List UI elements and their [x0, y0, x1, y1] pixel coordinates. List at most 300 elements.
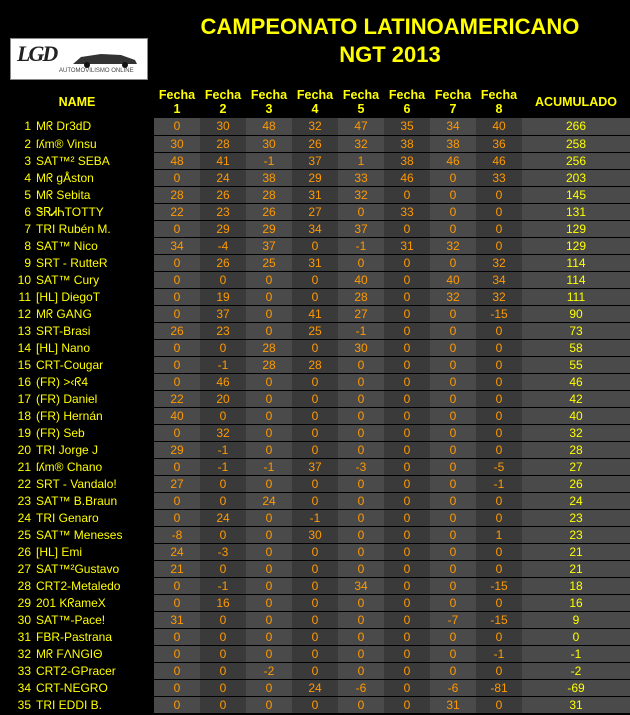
page-subtitle: NGT 2013: [339, 42, 441, 67]
row-score-cell: 0: [292, 407, 338, 424]
row-accumulated: 23: [522, 509, 630, 526]
row-score-cell: 0: [476, 339, 522, 356]
table-row: [0, 577, 630, 594]
table-row: [0, 373, 630, 390]
row-score-cell: 0: [292, 441, 338, 458]
row-score-cell: -15: [476, 577, 522, 594]
column-header-fecha: Fecha 4: [292, 86, 338, 118]
row-score-cell: 27: [338, 305, 384, 322]
row-driver-name: (FR) Seb: [34, 424, 154, 441]
row-score-cell: 0: [292, 645, 338, 662]
table-row: [0, 611, 630, 628]
row-score-cell: 0: [430, 594, 476, 611]
row-score-cell: 1: [338, 152, 384, 169]
row-score-cell: 0: [384, 390, 430, 407]
row-score-cell: 0: [154, 509, 200, 526]
row-score-cell: 0: [200, 339, 246, 356]
row-score-cell: 32: [476, 288, 522, 305]
row-score-cell: -1: [200, 458, 246, 475]
row-score-cell: 0: [338, 594, 384, 611]
column-header-fecha: Fecha 8: [476, 86, 522, 118]
row-score-cell: 0: [430, 543, 476, 560]
row-score-cell: 0: [476, 696, 522, 713]
row-score-cell: 0: [430, 424, 476, 441]
row-score-cell: 1: [476, 526, 522, 543]
row-score-cell: 0: [430, 169, 476, 186]
row-score-cell: 30: [154, 135, 200, 152]
row-score-cell: 0: [154, 594, 200, 611]
row-score-cell: 0: [476, 237, 522, 254]
table-row: [0, 271, 630, 288]
row-score-cell: 0: [384, 322, 430, 339]
row-score-cell: 0: [338, 492, 384, 509]
row-score-cell: 0: [246, 594, 292, 611]
row-accumulated: 16: [522, 594, 630, 611]
row-driver-name: SAT™² SEBA: [34, 152, 154, 169]
row-driver-name: Mᖇ GANG: [34, 305, 154, 322]
row-score-cell: 0: [384, 611, 430, 628]
row-score-cell: -4: [200, 237, 246, 254]
row-score-cell: 0: [430, 577, 476, 594]
row-score-cell: 0: [384, 475, 430, 492]
row-score-cell: 0: [430, 560, 476, 577]
row-accumulated: 27: [522, 458, 630, 475]
row-driver-name: ſʎm® Chano: [34, 458, 154, 475]
row-score-cell: -1: [338, 237, 384, 254]
row-score-cell: 0: [384, 577, 430, 594]
row-score-cell: 38: [384, 152, 430, 169]
row-score-cell: 23: [200, 322, 246, 339]
row-accumulated: 42: [522, 390, 630, 407]
row-accumulated: 9: [522, 611, 630, 628]
row-score-cell: 35: [384, 118, 430, 135]
row-score-cell: 31: [430, 696, 476, 713]
row-accumulated: 145: [522, 186, 630, 203]
header-row: [0, 86, 630, 118]
row-score-cell: 34: [430, 118, 476, 135]
row-accumulated: 21: [522, 543, 630, 560]
row-score-cell: 0: [246, 526, 292, 543]
row-rank: 22: [0, 475, 34, 492]
row-score-cell: 0: [200, 679, 246, 696]
row-driver-name: ſʎm® Vinsu: [34, 135, 154, 152]
row-score-cell: -6: [430, 679, 476, 696]
row-score-cell: 40: [476, 118, 522, 135]
table-row: [0, 186, 630, 203]
row-score-cell: -1: [200, 356, 246, 373]
row-score-cell: 31: [292, 186, 338, 203]
row-score-cell: 0: [476, 322, 522, 339]
table-row: [0, 441, 630, 458]
row-accumulated: 0: [522, 628, 630, 645]
row-accumulated: 266: [522, 118, 630, 135]
row-score-cell: 0: [384, 543, 430, 560]
table-row: [0, 288, 630, 305]
row-score-cell: 0: [338, 475, 384, 492]
row-score-cell: 0: [476, 186, 522, 203]
row-score-cell: 0: [338, 645, 384, 662]
row-accumulated: 90: [522, 305, 630, 322]
row-driver-name: ᏕᏒᏗᏂTOTTY: [34, 203, 154, 220]
row-score-cell: 0: [292, 628, 338, 645]
row-score-cell: 0: [154, 356, 200, 373]
table-row: [0, 390, 630, 407]
row-score-cell: 37: [292, 458, 338, 475]
row-score-cell: 0: [338, 628, 384, 645]
column-header-fecha: Fecha 1: [154, 86, 200, 118]
logo-lettering: LGD: [17, 41, 57, 66]
row-score-cell: 0: [200, 492, 246, 509]
row-score-cell: -1: [200, 441, 246, 458]
row-score-cell: 0: [292, 339, 338, 356]
row-score-cell: 0: [338, 424, 384, 441]
row-driver-name: Mᖇ Dr3dD: [34, 118, 154, 135]
table-row: [0, 645, 630, 662]
row-rank: 2: [0, 135, 34, 152]
row-score-cell: 0: [154, 662, 200, 679]
row-accumulated: 258: [522, 135, 630, 152]
row-score-cell: 0: [430, 509, 476, 526]
row-accumulated: 55: [522, 356, 630, 373]
row-score-cell: 0: [246, 628, 292, 645]
row-driver-name: [HL] DiegoT: [34, 288, 154, 305]
row-score-cell: 0: [476, 407, 522, 424]
row-score-cell: 0: [384, 526, 430, 543]
row-score-cell: 0: [430, 458, 476, 475]
table-row: [0, 526, 630, 543]
row-score-cell: 23: [200, 203, 246, 220]
row-score-cell: 28: [292, 356, 338, 373]
row-score-cell: 0: [430, 373, 476, 390]
row-score-cell: 26: [154, 322, 200, 339]
row-score-cell: 41: [200, 152, 246, 169]
row-driver-name: SAT™ Cury: [34, 271, 154, 288]
row-score-cell: 30: [338, 339, 384, 356]
row-accumulated: 21: [522, 560, 630, 577]
row-score-cell: 0: [476, 594, 522, 611]
row-score-cell: 0: [476, 441, 522, 458]
row-score-cell: 0: [154, 628, 200, 645]
row-score-cell: -1: [338, 322, 384, 339]
row-score-cell: 21: [154, 560, 200, 577]
row-score-cell: 29: [154, 441, 200, 458]
row-driver-name: FBR-Pastrana: [34, 628, 154, 645]
row-rank: 13: [0, 322, 34, 339]
row-score-cell: 32: [430, 288, 476, 305]
row-score-cell: 22: [154, 390, 200, 407]
row-score-cell: 0: [384, 594, 430, 611]
row-driver-name: (FR) >‹ᖇ4: [34, 373, 154, 390]
row-score-cell: 0: [384, 271, 430, 288]
race-car-icon: [71, 49, 141, 69]
row-score-cell: 0: [154, 339, 200, 356]
row-score-cell: 46: [200, 373, 246, 390]
row-score-cell: 31: [292, 254, 338, 271]
row-score-cell: 0: [246, 390, 292, 407]
row-score-cell: 0: [246, 441, 292, 458]
row-driver-name: TRI Rubén M.: [34, 220, 154, 237]
row-score-cell: 33: [338, 169, 384, 186]
row-score-cell: 0: [200, 662, 246, 679]
row-rank: 17: [0, 390, 34, 407]
row-score-cell: 36: [476, 135, 522, 152]
table-row: [0, 305, 630, 322]
row-score-cell: 0: [430, 322, 476, 339]
table-row: [0, 322, 630, 339]
table-row: [0, 492, 630, 509]
row-score-cell: 0: [430, 390, 476, 407]
table-row: [0, 203, 630, 220]
row-score-cell: 0: [430, 526, 476, 543]
row-accumulated: 24: [522, 492, 630, 509]
row-score-cell: 0: [384, 441, 430, 458]
row-score-cell: 27: [292, 203, 338, 220]
row-score-cell: 29: [292, 169, 338, 186]
row-accumulated: 256: [522, 152, 630, 169]
row-score-cell: 0: [476, 509, 522, 526]
row-rank: 34: [0, 679, 34, 696]
table-row: [0, 475, 630, 492]
row-score-cell: 28: [246, 356, 292, 373]
row-score-cell: 0: [246, 543, 292, 560]
row-driver-name: CRT2-GPracer: [34, 662, 154, 679]
logo-subtitle: AUTOMOVILISMO ONLINE: [59, 68, 134, 74]
row-score-cell: -1: [292, 509, 338, 526]
row-score-cell: 47: [338, 118, 384, 135]
row-score-cell: 22: [154, 203, 200, 220]
row-score-cell: 0: [338, 509, 384, 526]
row-score-cell: 0: [292, 271, 338, 288]
row-score-cell: 0: [338, 560, 384, 577]
row-rank: 21: [0, 458, 34, 475]
row-score-cell: 29: [200, 220, 246, 237]
row-score-cell: 0: [200, 271, 246, 288]
row-accumulated: 18: [522, 577, 630, 594]
row-score-cell: 29: [246, 220, 292, 237]
row-score-cell: -7: [430, 611, 476, 628]
row-score-cell: 0: [246, 560, 292, 577]
row-rank: 9: [0, 254, 34, 271]
row-score-cell: 32: [338, 135, 384, 152]
row-score-cell: 25: [246, 254, 292, 271]
row-driver-name: CRT2-Metaledo: [34, 577, 154, 594]
row-score-cell: 0: [476, 543, 522, 560]
row-score-cell: 0: [338, 526, 384, 543]
row-score-cell: 48: [154, 152, 200, 169]
row-score-cell: -2: [246, 662, 292, 679]
row-rank: 35: [0, 696, 34, 713]
row-score-cell: 0: [154, 679, 200, 696]
row-score-cell: -1: [246, 458, 292, 475]
row-score-cell: 0: [246, 271, 292, 288]
row-score-cell: 0: [476, 203, 522, 220]
row-score-cell: 32: [200, 424, 246, 441]
row-rank: 11: [0, 288, 34, 305]
row-score-cell: 0: [384, 492, 430, 509]
table-row: [0, 560, 630, 577]
row-rank: 18: [0, 407, 34, 424]
row-score-cell: 0: [430, 645, 476, 662]
row-score-cell: 37: [338, 220, 384, 237]
row-accumulated: -1: [522, 645, 630, 662]
row-rank: 10: [0, 271, 34, 288]
row-driver-name: 201 KᖇameX: [34, 594, 154, 611]
row-score-cell: 34: [338, 577, 384, 594]
row-score-cell: 0: [200, 611, 246, 628]
row-score-cell: 0: [200, 526, 246, 543]
row-score-cell: 24: [246, 492, 292, 509]
row-score-cell: 34: [476, 271, 522, 288]
row-score-cell: 0: [292, 594, 338, 611]
row-score-cell: 0: [292, 373, 338, 390]
row-rank: 6: [0, 203, 34, 220]
row-score-cell: 28: [200, 135, 246, 152]
row-driver-name: Mᖇ Sebita: [34, 186, 154, 203]
row-score-cell: 0: [338, 696, 384, 713]
row-score-cell: -3: [200, 543, 246, 560]
row-score-cell: 0: [476, 492, 522, 509]
row-score-cell: 0: [154, 305, 200, 322]
row-score-cell: 0: [384, 662, 430, 679]
row-score-cell: 0: [338, 407, 384, 424]
row-rank: 23: [0, 492, 34, 509]
row-score-cell: 0: [246, 679, 292, 696]
table-row: [0, 169, 630, 186]
row-rank: 19: [0, 424, 34, 441]
row-score-cell: 0: [246, 645, 292, 662]
row-score-cell: 0: [476, 424, 522, 441]
row-rank: 12: [0, 305, 34, 322]
row-rank: 20: [0, 441, 34, 458]
table-row: [0, 679, 630, 696]
row-score-cell: 19: [200, 288, 246, 305]
row-accumulated: 114: [522, 254, 630, 271]
row-score-cell: 0: [476, 356, 522, 373]
row-driver-name: SAT™ Meneses: [34, 526, 154, 543]
row-score-cell: 0: [384, 645, 430, 662]
row-score-cell: 0: [476, 560, 522, 577]
row-driver-name: SRT - RutteR: [34, 254, 154, 271]
row-score-cell: 37: [292, 152, 338, 169]
row-score-cell: 38: [246, 169, 292, 186]
table-row: [0, 237, 630, 254]
row-score-cell: 0: [292, 611, 338, 628]
row-score-cell: 0: [384, 696, 430, 713]
row-score-cell: 0: [430, 492, 476, 509]
row-score-cell: 0: [384, 288, 430, 305]
column-header-fecha: Fecha 7: [430, 86, 476, 118]
row-score-cell: 0: [154, 373, 200, 390]
row-score-cell: 16: [200, 594, 246, 611]
row-accumulated: 58: [522, 339, 630, 356]
row-accumulated: 31: [522, 696, 630, 713]
row-score-cell: 0: [246, 696, 292, 713]
row-score-cell: 24: [200, 509, 246, 526]
row-driver-name: TRI Genaro: [34, 509, 154, 526]
row-score-cell: 0: [200, 645, 246, 662]
row-score-cell: 0: [384, 424, 430, 441]
row-accumulated: 46: [522, 373, 630, 390]
row-score-cell: 0: [476, 628, 522, 645]
row-score-cell: 0: [430, 254, 476, 271]
row-score-cell: 0: [246, 373, 292, 390]
row-score-cell: 0: [430, 441, 476, 458]
row-score-cell: 38: [384, 135, 430, 152]
row-score-cell: 0: [154, 458, 200, 475]
row-score-cell: 0: [430, 305, 476, 322]
row-score-cell: 0: [246, 424, 292, 441]
row-score-cell: 46: [384, 169, 430, 186]
row-score-cell: 0: [246, 577, 292, 594]
row-score-cell: 0: [154, 220, 200, 237]
row-driver-name: SAT™-Pace!: [34, 611, 154, 628]
row-score-cell: 0: [246, 611, 292, 628]
row-accumulated: 73: [522, 322, 630, 339]
row-score-cell: 25: [292, 322, 338, 339]
row-rank: 24: [0, 509, 34, 526]
table-row: [0, 220, 630, 237]
row-score-cell: 28: [338, 288, 384, 305]
row-score-cell: 34: [154, 237, 200, 254]
row-score-cell: 38: [430, 135, 476, 152]
row-driver-name: CRT-Cougar: [34, 356, 154, 373]
row-score-cell: 0: [154, 254, 200, 271]
row-score-cell: 41: [292, 305, 338, 322]
row-driver-name: (FR) Daniel: [34, 390, 154, 407]
row-score-cell: 0: [246, 509, 292, 526]
row-accumulated: 23: [522, 526, 630, 543]
row-score-cell: 0: [200, 560, 246, 577]
table-row: [0, 339, 630, 356]
table-row: [0, 254, 630, 271]
row-score-cell: 0: [384, 628, 430, 645]
row-score-cell: 0: [200, 475, 246, 492]
row-score-cell: 0: [384, 509, 430, 526]
row-score-cell: 0: [338, 543, 384, 560]
row-score-cell: 24: [200, 169, 246, 186]
row-accumulated: 40: [522, 407, 630, 424]
row-score-cell: 0: [154, 577, 200, 594]
row-score-cell: 30: [200, 118, 246, 135]
row-accumulated: 26: [522, 475, 630, 492]
row-driver-name: SRT - Vandalo!: [34, 475, 154, 492]
row-score-cell: 0: [292, 662, 338, 679]
row-score-cell: 46: [430, 152, 476, 169]
row-rank: 1: [0, 118, 34, 135]
row-score-cell: 0: [338, 254, 384, 271]
row-rank: 26: [0, 543, 34, 560]
row-score-cell: 0: [384, 679, 430, 696]
row-score-cell: 0: [384, 356, 430, 373]
row-score-cell: 0: [384, 186, 430, 203]
row-score-cell: 31: [154, 611, 200, 628]
row-rank: 25: [0, 526, 34, 543]
row-score-cell: 33: [384, 203, 430, 220]
row-score-cell: 0: [384, 407, 430, 424]
row-score-cell: 0: [292, 390, 338, 407]
row-accumulated: -2: [522, 662, 630, 679]
row-accumulated: 111: [522, 288, 630, 305]
row-score-cell: 26: [292, 135, 338, 152]
row-score-cell: 0: [292, 475, 338, 492]
page-title: CAMPEONATO LATINOAMERICANO: [200, 14, 580, 39]
row-accumulated: 129: [522, 237, 630, 254]
table-row: [0, 152, 630, 169]
row-score-cell: 0: [384, 560, 430, 577]
table-row: [0, 135, 630, 152]
row-score-cell: 28: [154, 186, 200, 203]
row-score-cell: -8: [154, 526, 200, 543]
